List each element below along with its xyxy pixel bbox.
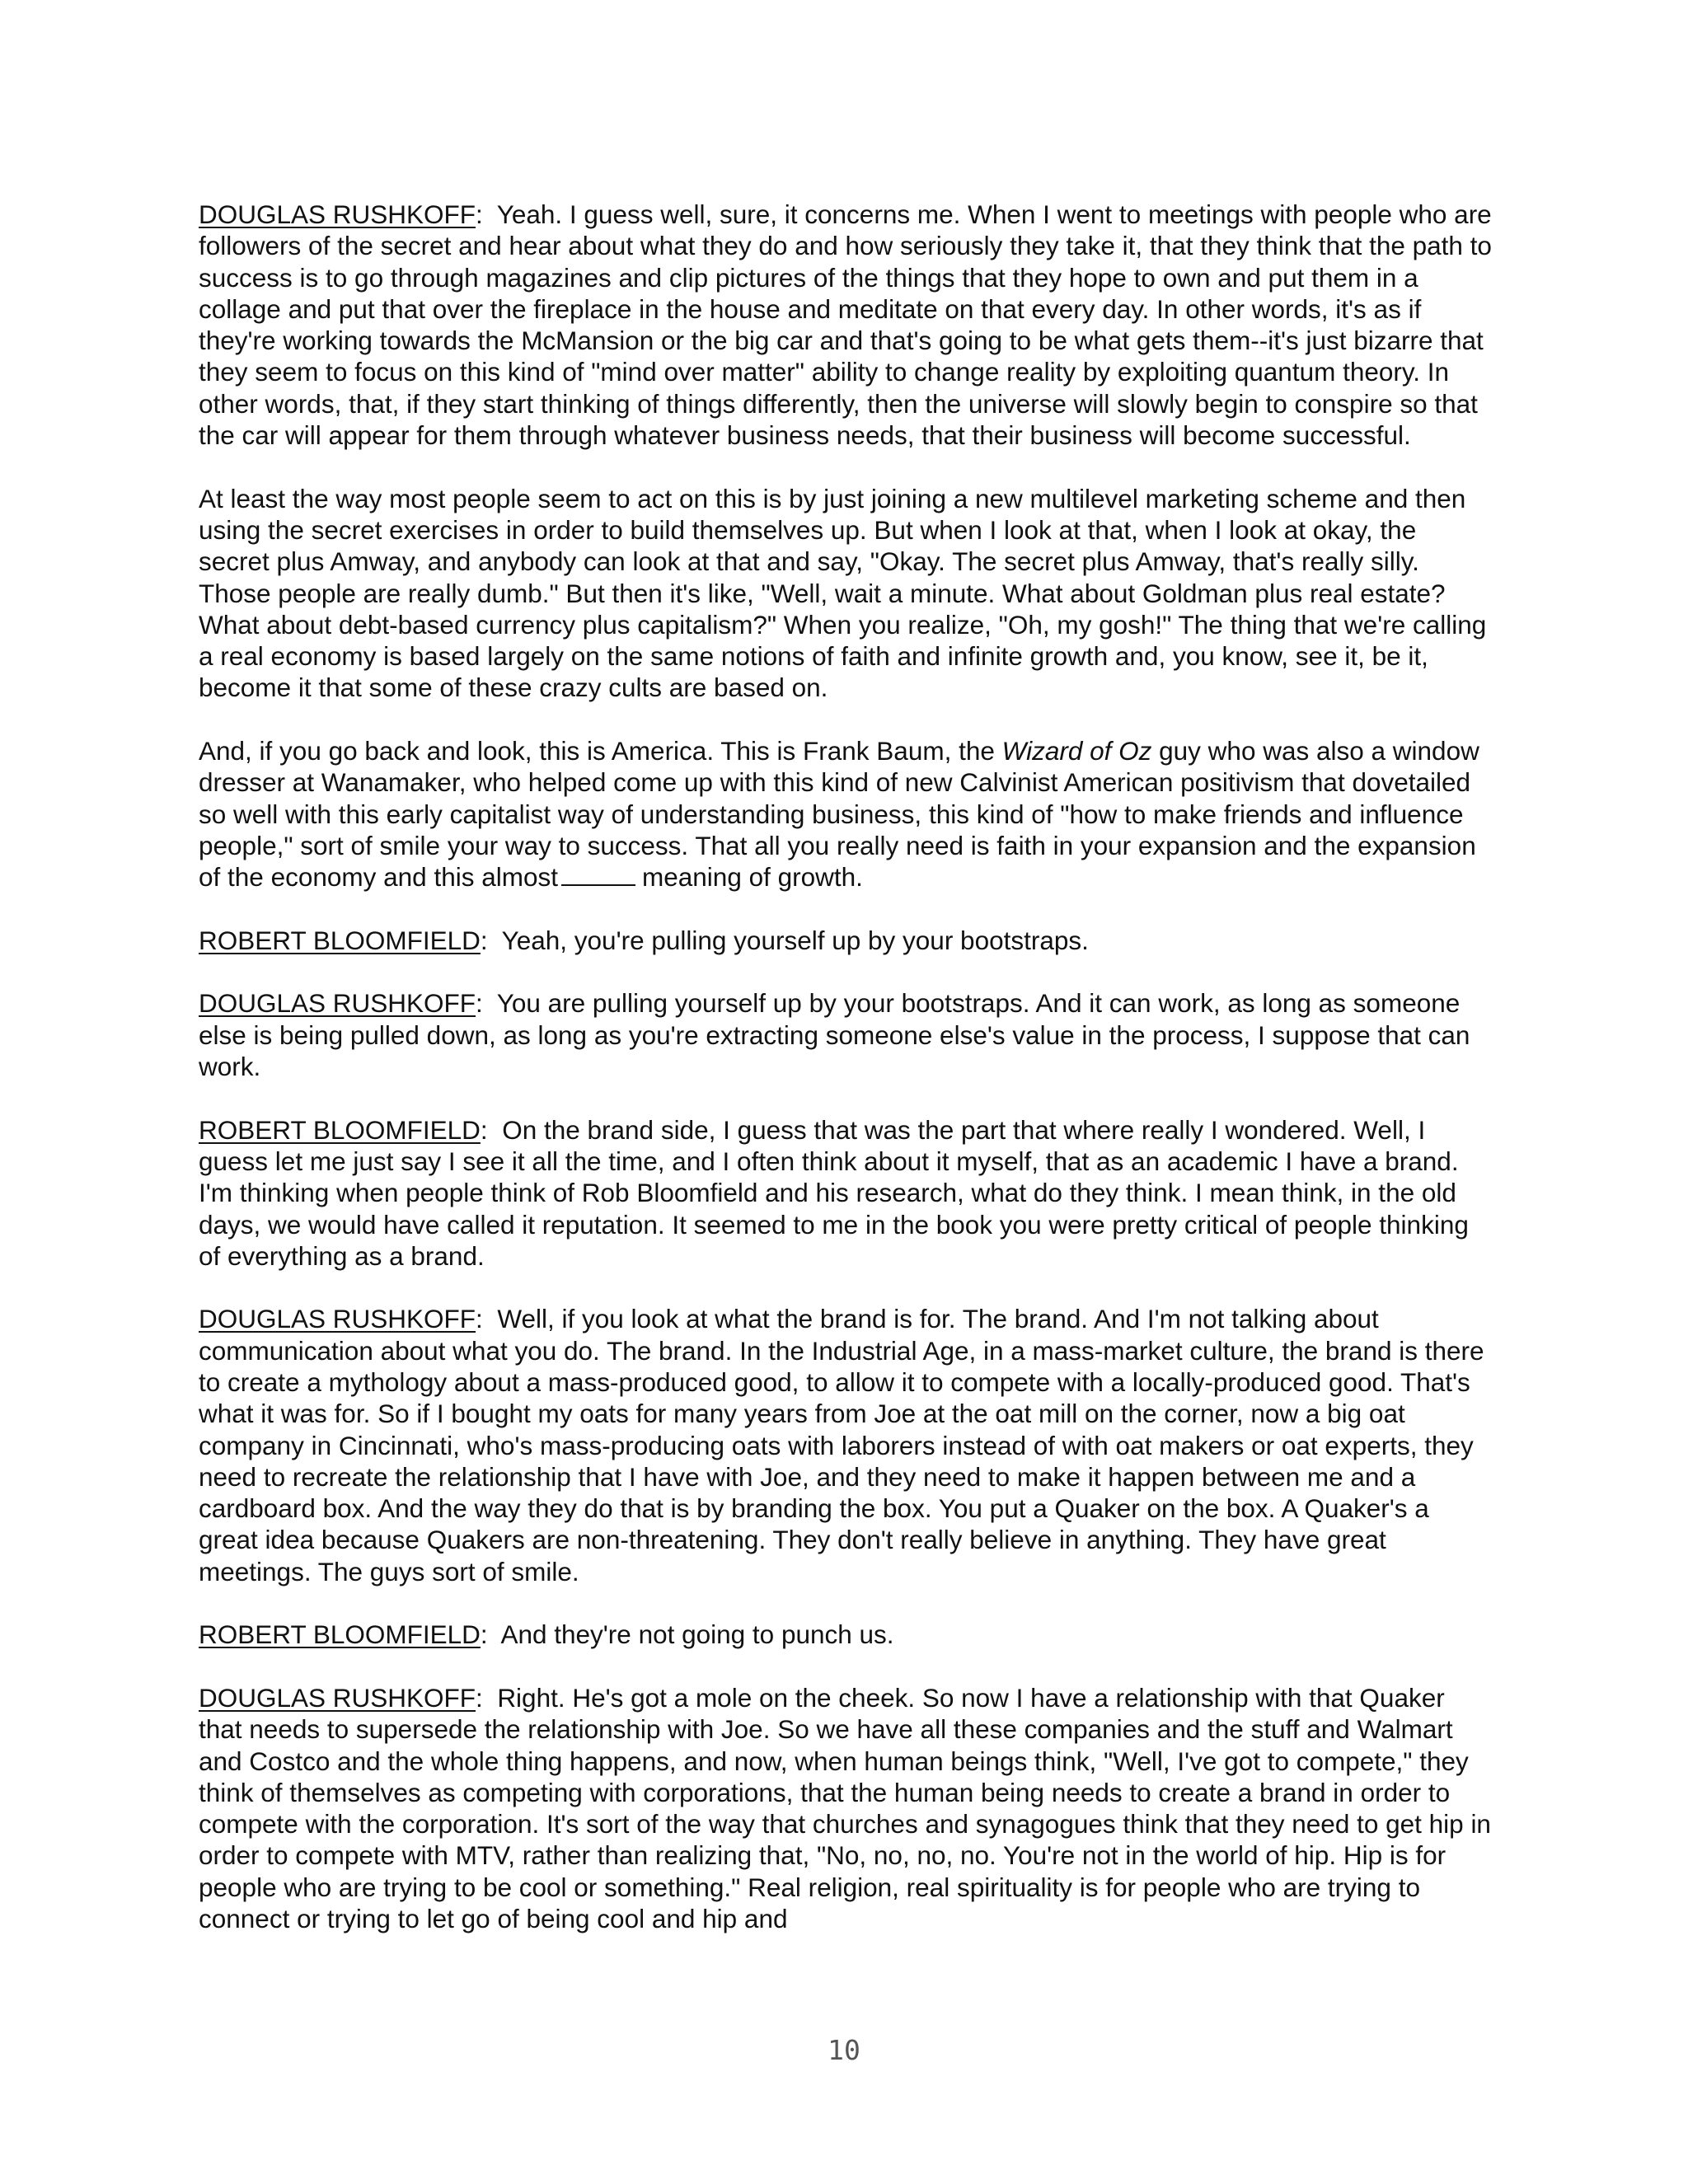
speaker-name: ROBERT BLOOMFIELD — [199, 1619, 481, 1650]
speaker-separator: : — [476, 199, 497, 229]
page-number: 10 — [828, 2034, 860, 2066]
paragraph-9 — [199, 1682, 1493, 1934]
speaker-name: DOUGLAS RUSHKOFF — [199, 1304, 476, 1334]
transcript-body — [199, 199, 1493, 1966]
speaker-separator: : — [480, 925, 502, 955]
paragraph-text: Well, if you look at what the brand is for. The brand. And I'm not talking about communication about what you do. The brand. In the Industrial Age, in a mass-market culture, the brand is there to create a mythology about a mass-produced good, to allow it to compete with a locally-produced good. That's what it was for. So if I bought my oats for many years from Joe at the oat mill on the corner, now a big oat company in Cincinnati, who's mass-producing oats with laborers instead of with oat makers or oat experts, they need to recreate the relationship that I have with Joe, and they need to make it happen between me and a cardboard box. And the way they do that is by branding the box. You put a Quaker on the box. A Quaker's a great idea because Quakers are non-threatening. They don't really believe in anything. They have great meetings. The guys sort of smile. — [199, 1304, 1484, 1586]
speaker-separator: : — [476, 1682, 498, 1713]
paragraph-8 — [199, 1619, 1493, 1650]
paragraph-text: Yeah. I guess well, sure, it concerns me. When I went to meetings with people who are followers of the secret and hear about what they do and how seriously they take it, that they think that the path to success is to go through magazines and clip pictures of the things that they hope to own and put them in a collage and put that over the fireplace in the house and meditate on that every day. In other words, it's as if they're working towards the McMansion or the big car and that's going to be what gets them--it's just bizarre that they seem to focus on this kind of "mind over matter" ability to change reality by exploiting quantum theory. In other words, that, if they start thinking of things differently, then the universe will slowly begin to conspire so that the car will appear for them through whatever business needs, that their business will become successful. — [199, 199, 1492, 451]
book-title: Wizard of Oz — [1001, 736, 1152, 766]
paragraph-text: Yeah, you're pulling yourself up by your bootstraps. — [501, 925, 1089, 955]
paragraph-text-c: meaning of growth. — [642, 862, 863, 893]
paragraph-6 — [199, 1114, 1493, 1272]
speaker-separator: : — [480, 1619, 501, 1650]
paragraph-text-b: guy who was also a window dresser at Wanamaker, who helped come up with this kind of new Calvinist American positivism that dovetailed so well with this early capitalist way of understanding business, this kind of "how to make friends and influence people," sort of smile your way to success. That all you really need is faith in your expansion and the expansion of the economy and this almost — [199, 736, 1479, 893]
paragraph-text-a: And, if you go back and look, this is America. This is Frank Baum, the — [199, 736, 1002, 766]
blank-line — [561, 863, 635, 886]
paragraph-5 — [199, 987, 1493, 1082]
speaker-separator: : — [476, 1304, 498, 1334]
speaker-name: DOUGLAS RUSHKOFF — [199, 1682, 476, 1713]
speaker-separator: : — [480, 1114, 503, 1145]
paragraph-text: At least the way most people seem to act on this is by just joining a new multilevel marketing scheme and then using the secret exercises in order to build themselves up. But when I look at that, when I look at okay, the secret plus Amway, and anybody can look at that and say, "Okay. The secret plus Amway, that's really silly. Those people are really dumb." But then it's like, "Well, wait a minute. What about Goldman plus real estate? What about debt-based currency plus capitalism?" When you realize, "Oh, my gosh!" The thing that we're calling a real economy is based largely on the same notions of faith and infinite growth and, you know, see it, be it, become it that some of these crazy cults are based on. — [199, 483, 1487, 703]
paragraph-text: On the brand side, I guess that was the part that where really I wondered. Well, I guess let me just say I see it all the time, and I often think about it myself, that as an academic I have a brand. I'm thinking when people think of Rob Bloomfield and his research, what do they think. I mean think, in the old days, we would have called it reputation. It seemed to me in the book you were pretty critical of people thinking of everything as a brand. — [199, 1114, 1469, 1271]
speaker-name: DOUGLAS RUSHKOFF — [199, 199, 476, 229]
speaker-name: ROBERT BLOOMFIELD — [199, 925, 481, 955]
paragraph-text: You are pulling yourself up by your bootstraps. And it can work, as long as someone else is being pulled down, as long as you're extracting someone else's value in the process, I suppose that can work. — [199, 988, 1470, 1082]
paragraph-1 — [199, 199, 1493, 451]
paragraph-3 — [199, 735, 1493, 893]
paragraph-4 — [199, 925, 1493, 956]
speaker-name: DOUGLAS RUSHKOFF — [199, 988, 476, 1019]
paragraph-7 — [199, 1303, 1493, 1587]
paragraph-2 — [199, 483, 1493, 704]
paragraph-text: Right. He's got a mole on the cheek. So now I have a relationship with that Quaker that needs to supersede the relationship with Joe. So we have all these companies and the stuff and Walmart and Costco and the whole thing happens, and now, when human beings think, "Well, I've got to compete," they think of themselves as competing with corporations, that the human being needs to create a brand in order to compete with the corporation. It's sort of the way that churches and synagogues think that they need to get hip in order to compete with MTV, rather than realizing that, "No, no, no, no. You're not in the world of hip. Hip is for people who are trying to be cool or something." Real religion, real spirituality is for people who are trying to connect or trying to let go of being cool and hip and — [199, 1682, 1491, 1934]
speaker-name: ROBERT BLOOMFIELD — [199, 1114, 481, 1145]
speaker-separator: : — [476, 988, 497, 1019]
paragraph-text: And they're not going to punch us. — [500, 1619, 894, 1650]
